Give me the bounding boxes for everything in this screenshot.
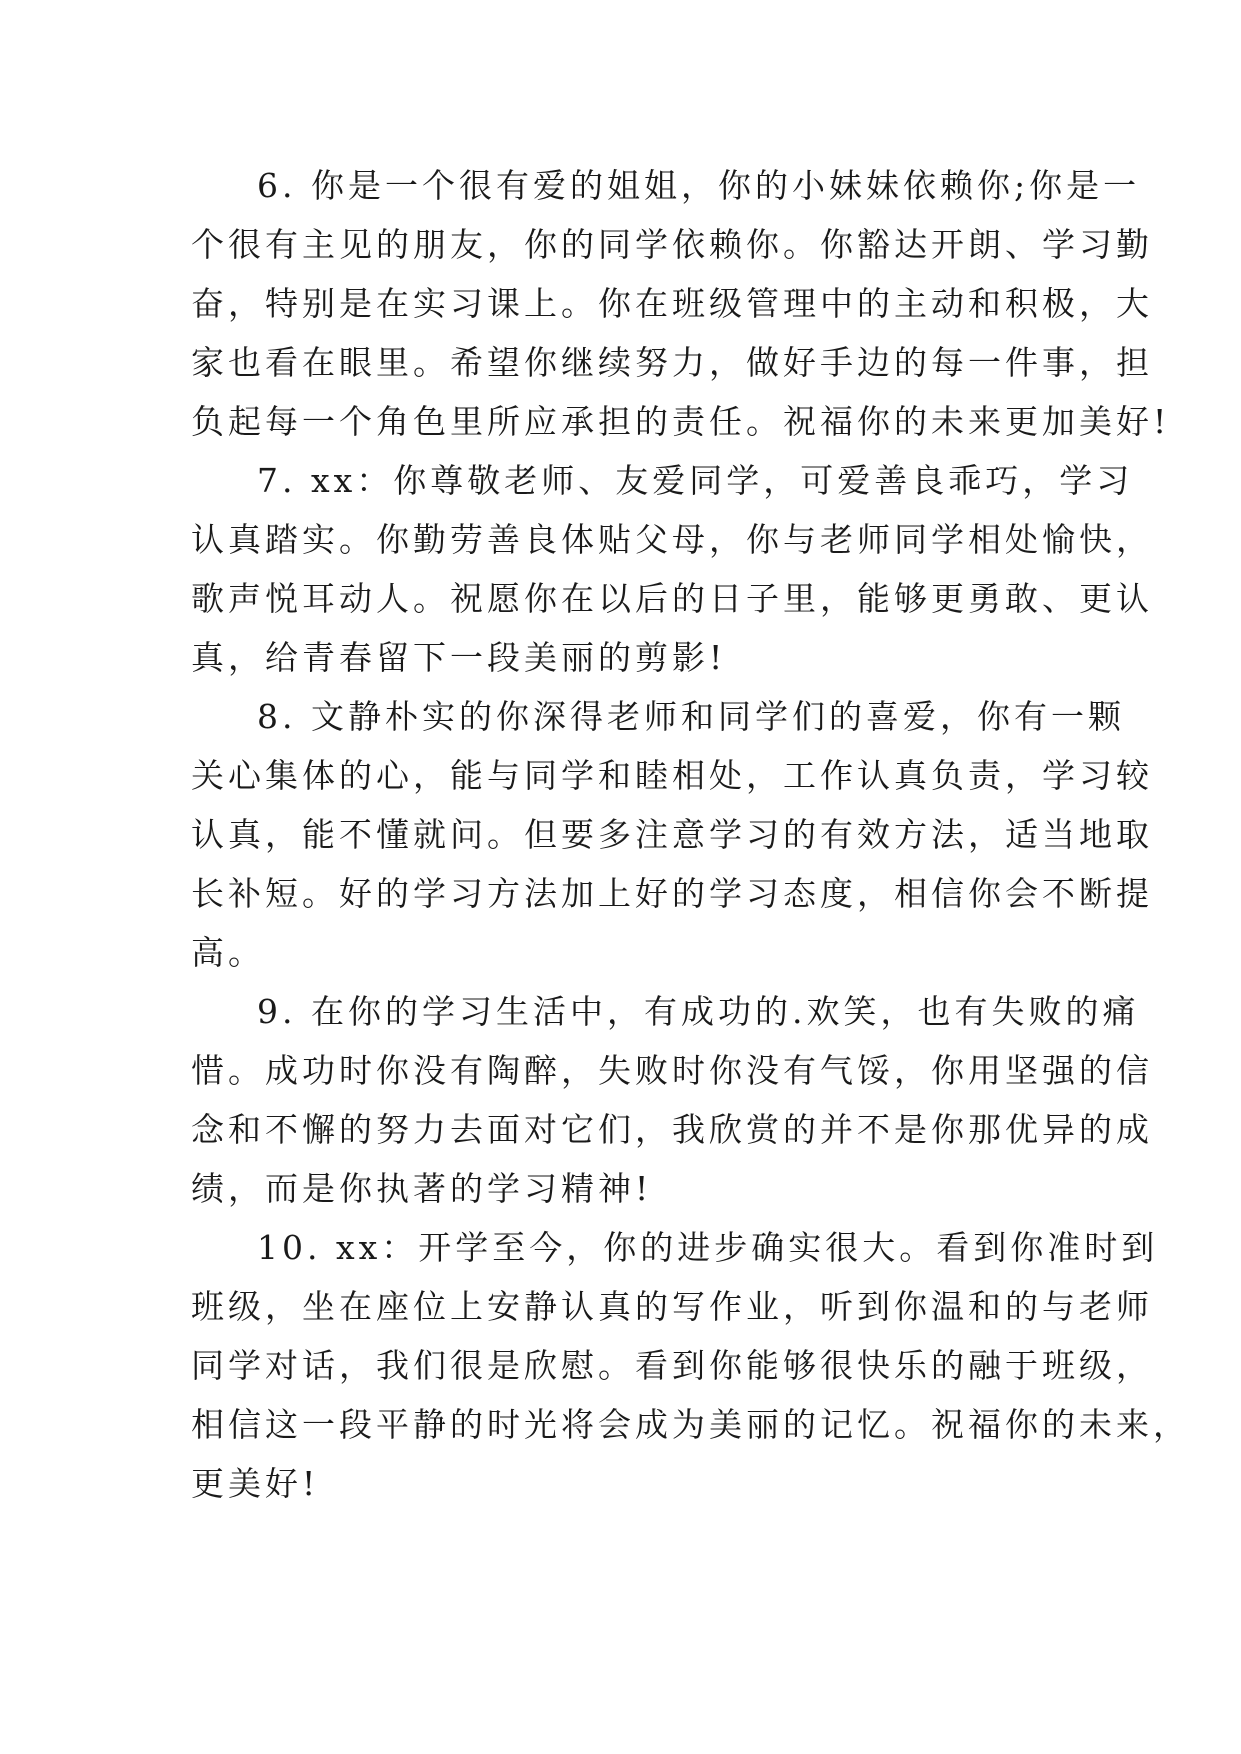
text-line: 关心集体的心，能与同学和睦相处，工作认真负责，学习较 bbox=[191, 756, 1153, 795]
text-line: 10. xx：开学至今，你的进步确实很大。看到你准时到 bbox=[257, 1228, 1159, 1267]
paragraph-6 bbox=[191, 156, 1171, 451]
text-line: 同学对话，我们很是欣慰。看到你能够很快乐的融于班级， bbox=[191, 1346, 1153, 1385]
text-line: 相信这一段平静的时光将会成为美丽的记忆。祝福你的未来， bbox=[191, 1405, 1190, 1444]
text-line: 歌声悦耳动人。祝愿你在以后的日子里，能够更勇敢、更认 bbox=[191, 579, 1153, 618]
text-line: 认真踏实。你勤劳善良体贴父母，你与老师同学相处愉快， bbox=[191, 520, 1153, 559]
text-line: 6. 你是一个很有爱的姐姐，你的小妹妹依赖你;你是一 bbox=[257, 166, 1141, 205]
text-line: 9. 在你的学习生活中，有成功的.欢笑，也有失败的痛 bbox=[257, 992, 1140, 1031]
text-line: 惜。成功时你没有陶醉，失败时你没有气馁，你用坚强的信 bbox=[191, 1051, 1153, 1090]
text-line: 高。 bbox=[191, 933, 265, 972]
text-line: 班级，坐在座位上安静认真的写作业，听到你温和的与老师 bbox=[191, 1287, 1153, 1326]
text-line: 负起每一个角色里所应承担的责任。祝福你的未来更加美好! bbox=[191, 402, 1171, 441]
text-line: 奋，特别是在实习课上。你在班级管理中的主动和积极，大 bbox=[191, 284, 1153, 323]
text-line: 个很有主见的朋友，你的同学依赖你。你豁达开朗、学习勤 bbox=[191, 225, 1153, 264]
text-line: 念和不懈的努力去面对它们，我欣赏的并不是你那优异的成 bbox=[191, 1110, 1153, 1149]
document-body bbox=[191, 156, 1190, 1513]
text-line: 绩，而是你执著的学习精神! bbox=[191, 1169, 653, 1208]
text-line: 更美好! bbox=[191, 1464, 320, 1503]
text-line: 认真，能不懂就问。但要多注意学习的有效方法，适当地取 bbox=[191, 815, 1153, 854]
text-line: 长补短。好的学习方法加上好的学习态度，相信你会不断提 bbox=[191, 874, 1153, 913]
text-line: 8. 文静朴实的你深得老师和同学们的喜爱，你有一颗 bbox=[257, 697, 1125, 736]
text-line: 家也看在眼里。希望你继续努力，做好手边的每一件事，担 bbox=[191, 343, 1153, 382]
paragraph-8 bbox=[191, 687, 1153, 982]
paragraph-9 bbox=[191, 982, 1153, 1218]
text-line: 7. xx：你尊敬老师、友爱同学，可爱善良乖巧，学习 bbox=[257, 461, 1134, 500]
paragraph-7 bbox=[191, 451, 1153, 687]
paragraph-10 bbox=[191, 1218, 1190, 1513]
text-line: 真，给青春留下一段美丽的剪影! bbox=[191, 638, 727, 677]
